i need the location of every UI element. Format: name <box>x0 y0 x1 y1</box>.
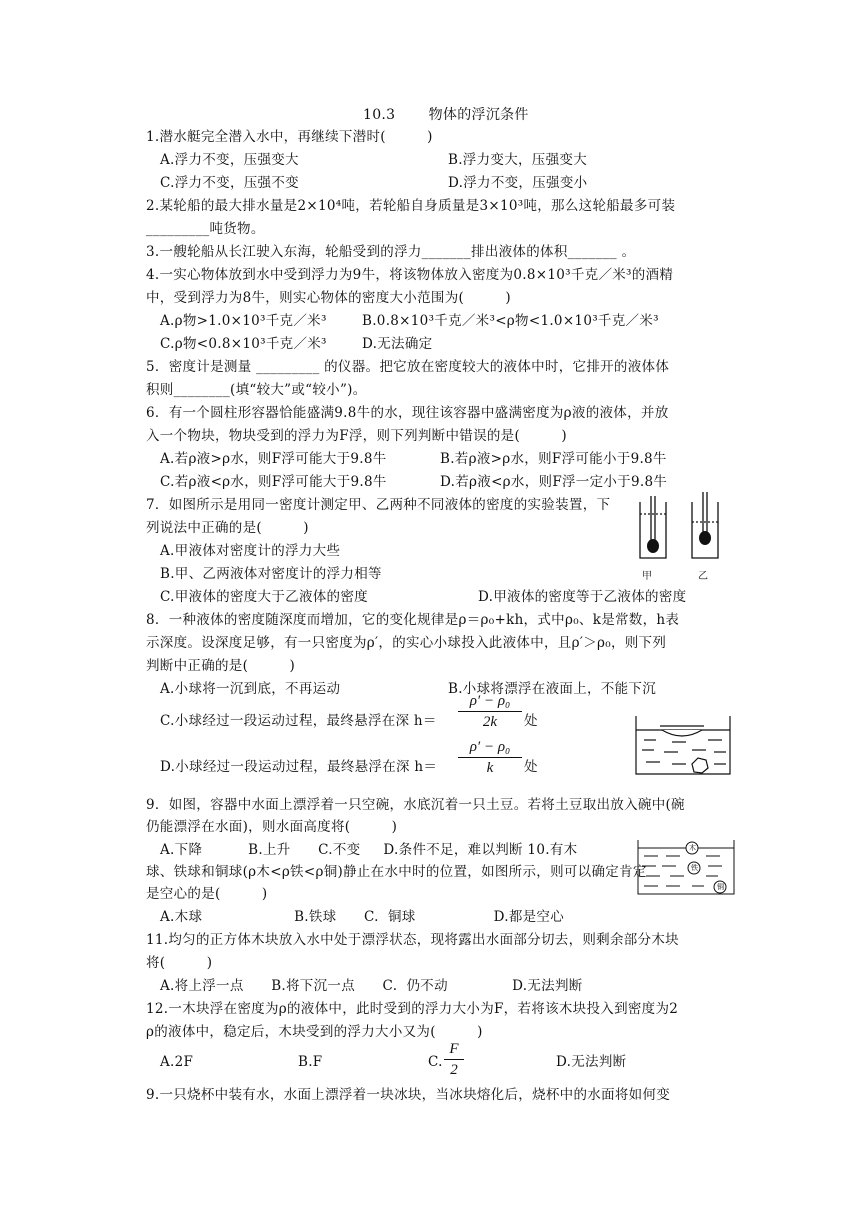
question-5-cont: 积则________(填“较大”或“较小”)。 <box>146 382 367 398</box>
question-12-cont: ρ的液体中，稳定后，木块受到的浮力大小又为( ) <box>146 1024 483 1040</box>
fraction-2-denominator: k <box>486 760 494 776</box>
question-6-cont: 入一个物块，物块受到的浮力为F浮，则下列判断中错误的是( ) <box>146 428 567 444</box>
fraction-1-denominator: 2k <box>482 714 498 730</box>
question-9-cont: 仍能漂浮在水面)，则水面高度将( ) <box>146 819 398 835</box>
question-4-cont: 中，受到浮力为8牛，则实心物体的密度大小范围为( ) <box>146 290 511 306</box>
option-7b: B.甲、乙两液体对密度计的浮力相等 <box>160 566 382 582</box>
option-8a: A.小球将一沉到底，不再运动 <box>160 681 341 697</box>
question-3: 3.一艘轮船从长江驶入东海，轮船受到的浮力_______排出液体的体积_______ 。 <box>146 244 636 260</box>
option-1c: C.浮力不变，压强不变 <box>160 175 299 191</box>
option-8d-end: 处 <box>524 759 538 775</box>
bowl-container-figure <box>632 712 734 778</box>
fraction-2-numerator: ρ′ − ρ₀ <box>469 739 511 755</box>
question-4: 4.一实心物体放到水中受到浮力为9牛，将该物体放入密度为0.8×10³千克／米³的酒精 <box>146 267 674 283</box>
question-8-cont2: 判断中正确的是( ) <box>146 658 296 674</box>
fraction-1-numerator: ρ′ − ρ₀ <box>469 693 511 709</box>
option-7a: A.甲液体对密度计的浮力大些 <box>160 543 341 559</box>
page-title: 10.3 物体的浮沉条件 <box>363 107 529 123</box>
option-6c: C.若ρ液<ρ水，则F浮可能大于9.8牛 <box>160 474 387 490</box>
hydrometer-figure <box>634 492 730 572</box>
label-mu: 木 <box>689 844 697 852</box>
question-1: 1.潜水艇完全潜入水中，再继续下潜时( ) <box>146 129 433 145</box>
question-10-cont: 是空心的是( ) <box>146 886 268 902</box>
option-12a: A.2F <box>160 1054 194 1070</box>
option-8c: C.小球经过一段运动过程，最终悬浮在深 h＝ <box>160 713 437 729</box>
question-8-cont: 示深度。设深度足够，有一只密度为ρ′，的实心小球投入此液体中，且ρ′＞ρ₀，则下列 <box>146 635 667 651</box>
options-11: A.将上浮一点 B.将下沉一点 C. 仍不动 D.无法判断 <box>160 978 583 994</box>
question-2: 2.某轮船的最大排水量是2×10⁴吨，若轮船自身质量是3×10³吨，那么这轮船最多可装 <box>146 198 676 214</box>
question-11-cont: 将( ) <box>146 955 213 971</box>
options-9-and-question-10: A.下降 B.上升 C.不变 D.条件不足，难以判断 10.有木 <box>160 842 578 858</box>
question-7-cont: 列说法中正确的是( ) <box>146 520 309 536</box>
question-12: 12.一木块浮在密度为ρ的液体中，此时受到的浮力大小为F，若将该木块投入到密度为2 <box>146 1001 679 1017</box>
question-8: 8．一种液体的密度随深度而增加，它的变化规律是ρ＝ρ₀+kh，式中ρ₀、k是常数，h表 <box>146 612 680 628</box>
fraction-3 <box>444 1040 464 1079</box>
option-12d: D.无法判断 <box>556 1054 627 1070</box>
fraction-3-denominator: 2 <box>450 1062 458 1078</box>
fraction-1 <box>458 692 522 731</box>
option-6d: D.若ρ液<ρ水，则F浮一定小于9.8牛 <box>440 474 668 490</box>
label-tie: 铁 <box>691 864 699 872</box>
option-7c: C.甲液体的密度大于乙液体的密度 <box>160 589 368 605</box>
question-5: 5．密度计是测量 _________ 的仪器。把它放在密度较大的液体中时，它排开的液体体 <box>146 359 670 375</box>
label-jia: 甲 <box>642 571 653 582</box>
label-tong: 铜 <box>717 883 725 891</box>
option-6b: B.若ρ液>ρ水，则F浮可能小于9.8牛 <box>440 451 667 467</box>
option-4b: B.0.8×10³千克／米³<ρ物<1.0×10³千克／米³ <box>362 313 659 329</box>
option-8d: D.小球经过一段运动过程，最终悬浮在深 h＝ <box>160 759 438 775</box>
option-1d: D.浮力不变，压强变小 <box>448 175 588 191</box>
option-4c: C.ρ物<0.8×10³千克／米³ <box>160 336 327 352</box>
option-1a: A.浮力不变，压强变大 <box>160 152 299 168</box>
option-8b: B.小球将漂浮在液面上，不能下沉 <box>448 681 657 697</box>
option-12c: C. <box>428 1054 443 1070</box>
option-4a: A.ρ物>1.0×10³千克／米³ <box>160 313 327 329</box>
option-1b: B.浮力变大，压强变大 <box>448 152 588 168</box>
fraction-3-numerator: F <box>449 1041 459 1057</box>
question-2-cont: _________吨货物。 <box>146 221 265 237</box>
option-12b: B.F <box>298 1054 323 1070</box>
question-10: 球、铁球和铜球(ρ木<ρ铁<ρ铜)静止在水中时的位置，如图所示，则可以确定肯定 <box>146 864 647 880</box>
question-7: 7．如图所示是用同一密度计测定甲、乙两种不同液体的密度的实验装置，下 <box>146 497 611 513</box>
question-9: 9．如图，容器中水面上漂浮着一只空碗，水底沉着一只土豆。若将土豆取出放入碗中(碗 <box>146 797 685 813</box>
option-8c-end: 处 <box>524 713 538 729</box>
question-9-repeat: 9.一只烧杯中装有水，水面上漂浮着一块冰块，当冰块熔化后，烧杯中的水面将如何变 <box>146 1087 671 1103</box>
question-11: 11.均匀的正方体木块放入水中处于漂浮状态，现将露出水面部分切去，则剩余部分木块 <box>146 932 679 948</box>
label-yi: 乙 <box>698 571 709 582</box>
option-6a: A.若ρ液>ρ水，则F浮可能大于9.8牛 <box>160 451 387 467</box>
option-7d: D.甲液体的密度等于乙液体的密度 <box>478 589 687 605</box>
options-10: A.木球 B.铁球 C. 铜球 D.都是空心 <box>160 909 565 925</box>
option-4d: D.无法确定 <box>362 336 433 352</box>
fraction-2 <box>458 738 522 777</box>
question-6: 6．有一个圆柱形容器恰能盛满9.8牛的水，现往该容器中盛满密度为ρ液的液体，并放 <box>146 405 669 421</box>
